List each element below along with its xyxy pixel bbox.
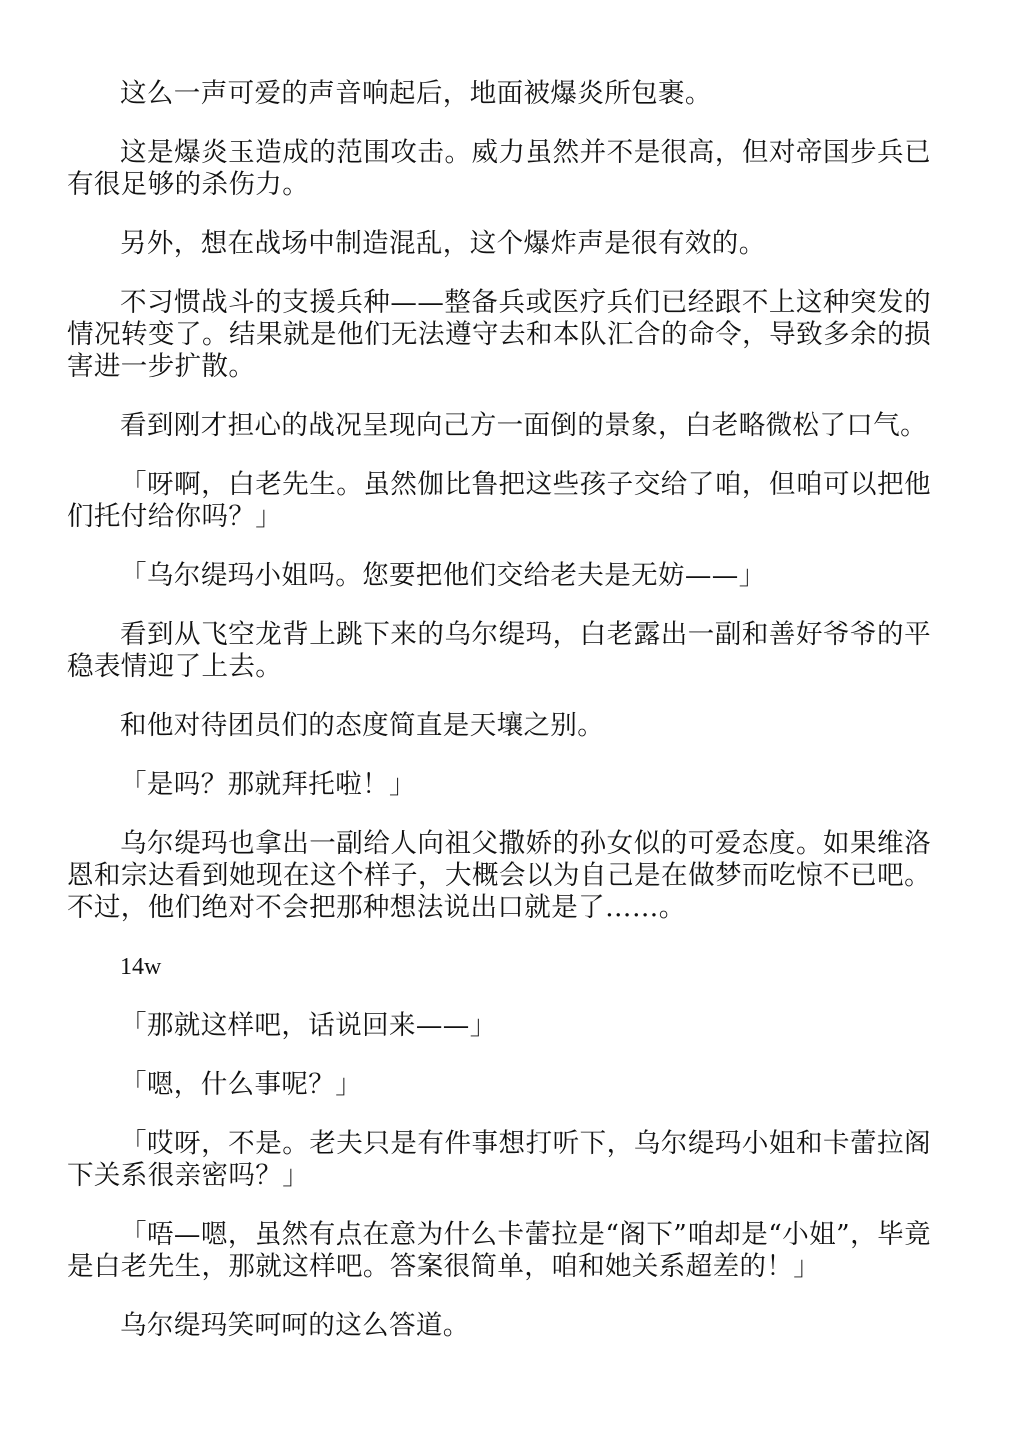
paragraph-3: 另外，想在战场中制造混乱，这个爆炸声是很有效的。 bbox=[120, 228, 766, 259]
dialogue-paragraph-14: 「嗯，什么事呢？」 bbox=[120, 1069, 363, 1100]
page-marker: 14w bbox=[120, 954, 162, 980]
document-page bbox=[67, 78, 931, 1369]
dialogue-paragraph-13: 「那就这样吧，话说回来——」 bbox=[120, 1010, 497, 1041]
paragraph-17: 乌尔缇玛笑呵呵的这么答道。 bbox=[120, 1310, 470, 1341]
paragraph-9: 和他对待团员们的态度简直是天壤之别。 bbox=[120, 710, 605, 741]
dialogue-paragraph-16: 「唔—嗯，虽然有点在意为什么卡蕾拉是“阁下”咱却是“小姐”，毕竟是白老先生，那就这样吧。答案很简单，咱和她关系超差的！」 bbox=[67, 1219, 931, 1282]
paragraph-11: 乌尔缇玛也拿出一副给人向祖父撒娇的孙女似的可爱态度。如果维洛恩和宗达看到她现在这个样子，大概会以为自己是在做梦而吃惊不已吧。不过，他们绝对不会把那种想法说出口就是了……。 bbox=[67, 828, 931, 923]
paragraph-1: 这么一声可爱的声音响起后，地面被爆炎所包裹。 bbox=[120, 78, 712, 109]
dialogue-paragraph-10: 「是吗？那就拜托啦！」 bbox=[120, 769, 416, 800]
paragraph-4: 不习惯战斗的支援兵种——整备兵或医疗兵们已经跟不上这种突发的情况转变了。结果就是他们无法遵守去和本队汇合的命令，导致多余的损害进一步扩散。 bbox=[67, 287, 931, 382]
dialogue-paragraph-6: 「呀啊，白老先生。虽然伽比鲁把这些孩子交给了咱，但咱可以把他们托付给你吗？」 bbox=[67, 469, 931, 532]
paragraph-2: 这是爆炎玉造成的范围攻击。威力虽然并不是很高，但对帝国步兵已有很足够的杀伤力。 bbox=[67, 137, 931, 200]
paragraph-8: 看到从飞空龙背上跳下来的乌尔缇玛，白老露出一副和善好爷爷的平稳表情迎了上去。 bbox=[67, 619, 931, 682]
dialogue-paragraph-7: 「乌尔缇玛小姐吗。您要把他们交给老夫是无妨——」 bbox=[120, 560, 766, 591]
paragraph-5: 看到刚才担心的战况呈现向己方一面倒的景象，白老略微松了口气。 bbox=[120, 410, 927, 441]
dialogue-paragraph-15: 「哎呀，不是。老夫只是有件事想打听下，乌尔缇玛小姐和卡蕾拉阁下关系很亲密吗？」 bbox=[67, 1128, 931, 1191]
